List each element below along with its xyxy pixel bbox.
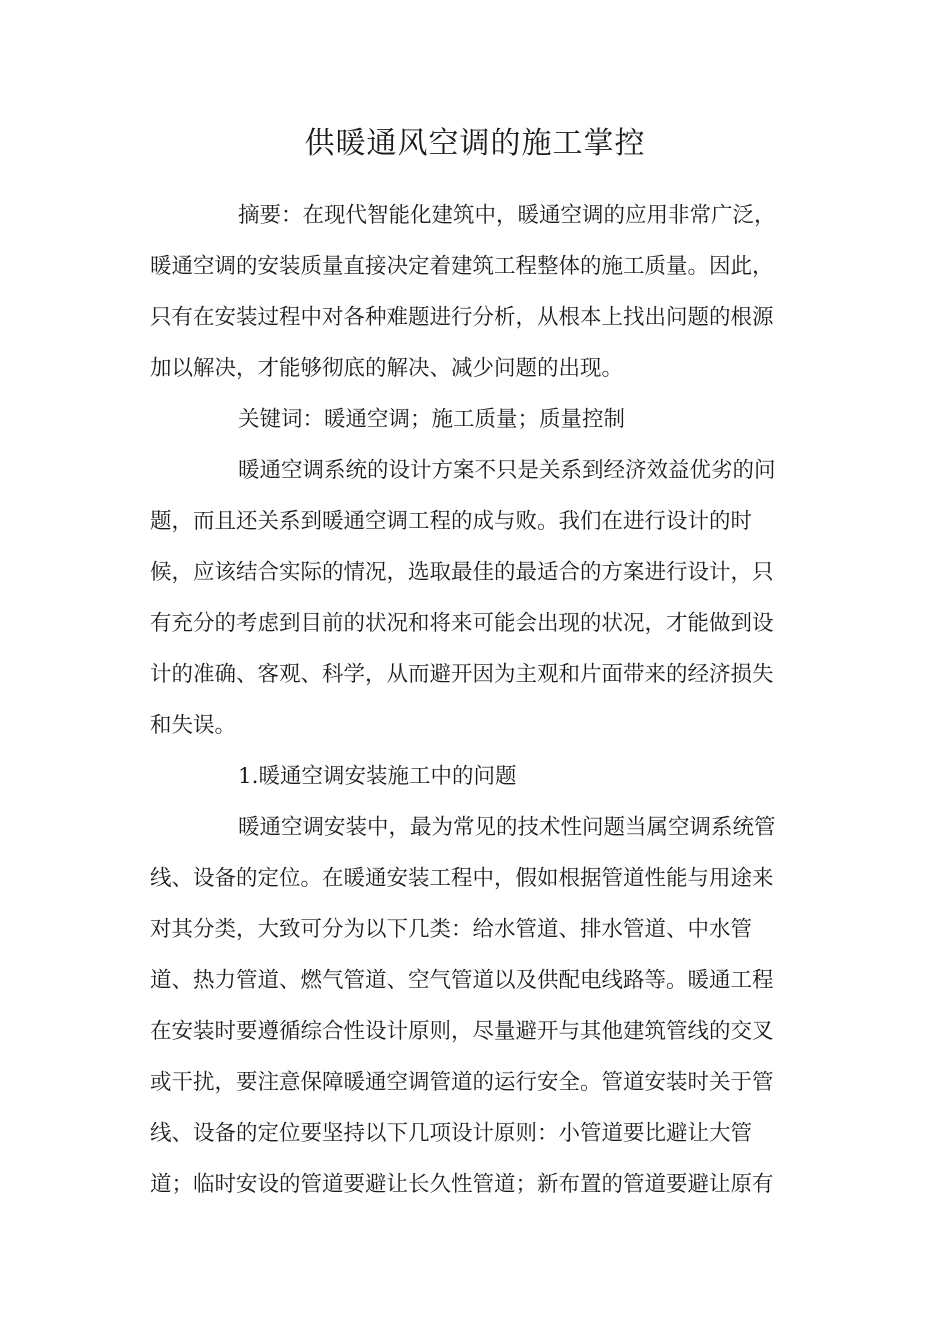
- document-body: [150, 190, 800, 1210]
- text-line: 暖通空调的安装质量直接决定着建筑工程整体的施工质量。因此，: [150, 254, 774, 279]
- text-line: 暖通空调系统的设计方案不只是关系到经济效益优劣的问: [238, 458, 776, 483]
- text-line: 候，应该结合实际的情况，选取最佳的最适合的方案进行设计，只: [150, 560, 774, 585]
- document-title: 供暖通风空调的施工掌控: [304, 126, 646, 161]
- text-line: 线、设备的定位要坚持以下几项设计原则：小管道要比避让大管: [150, 1121, 753, 1146]
- text-line: 1.暖通空调安装施工中的问题: [238, 764, 517, 789]
- text-line: 道；临时安设的管道要避让长久性管道；新布置的管道要避让原有: [150, 1172, 774, 1197]
- text-line: 对其分类，大致可分为以下几类：给水管道、排水管道、中水管: [150, 917, 753, 942]
- text-line: 在安装时要遵循综合性设计原则，尽量避开与其他建筑管线的交叉: [150, 1019, 774, 1044]
- text-line: 或干扰，要注意保障暖通空调管道的运行安全。管道安装时关于管: [150, 1070, 774, 1095]
- text-line: 道、热力管道、燃气管道、空气管道以及供配电线路等。暖通工程: [150, 968, 774, 993]
- text-line: 关键词：暖通空调；施工质量；质量控制: [238, 407, 626, 432]
- text-line: 线、设备的定位。在暖通安装工程中，假如根据管道性能与用途来: [150, 866, 774, 891]
- text-line: 题，而且还关系到暖通空调工程的成与败。我们在进行设计的时: [150, 509, 753, 534]
- text-line: 计的准确、客观、科学，从而避开因为主观和片面带来的经济损失: [150, 662, 774, 687]
- text-line: 有充分的考虑到目前的状况和将来可能会出现的状况，才能做到设: [150, 611, 774, 636]
- text-line: 暖通空调安装中，最为常见的技术性问题当属空调系统管: [238, 815, 776, 840]
- text-line: 只有在安装过程中对各种难题进行分析，从根本上找出问题的根源: [150, 305, 774, 330]
- text-line: 和失误。: [150, 713, 237, 738]
- text-line: 摘要：在现代智能化建筑中，暖通空调的应用非常广泛，: [238, 203, 776, 228]
- text-line: 加以解决，才能够彻底的解决、减少问题的出现。: [150, 356, 624, 381]
